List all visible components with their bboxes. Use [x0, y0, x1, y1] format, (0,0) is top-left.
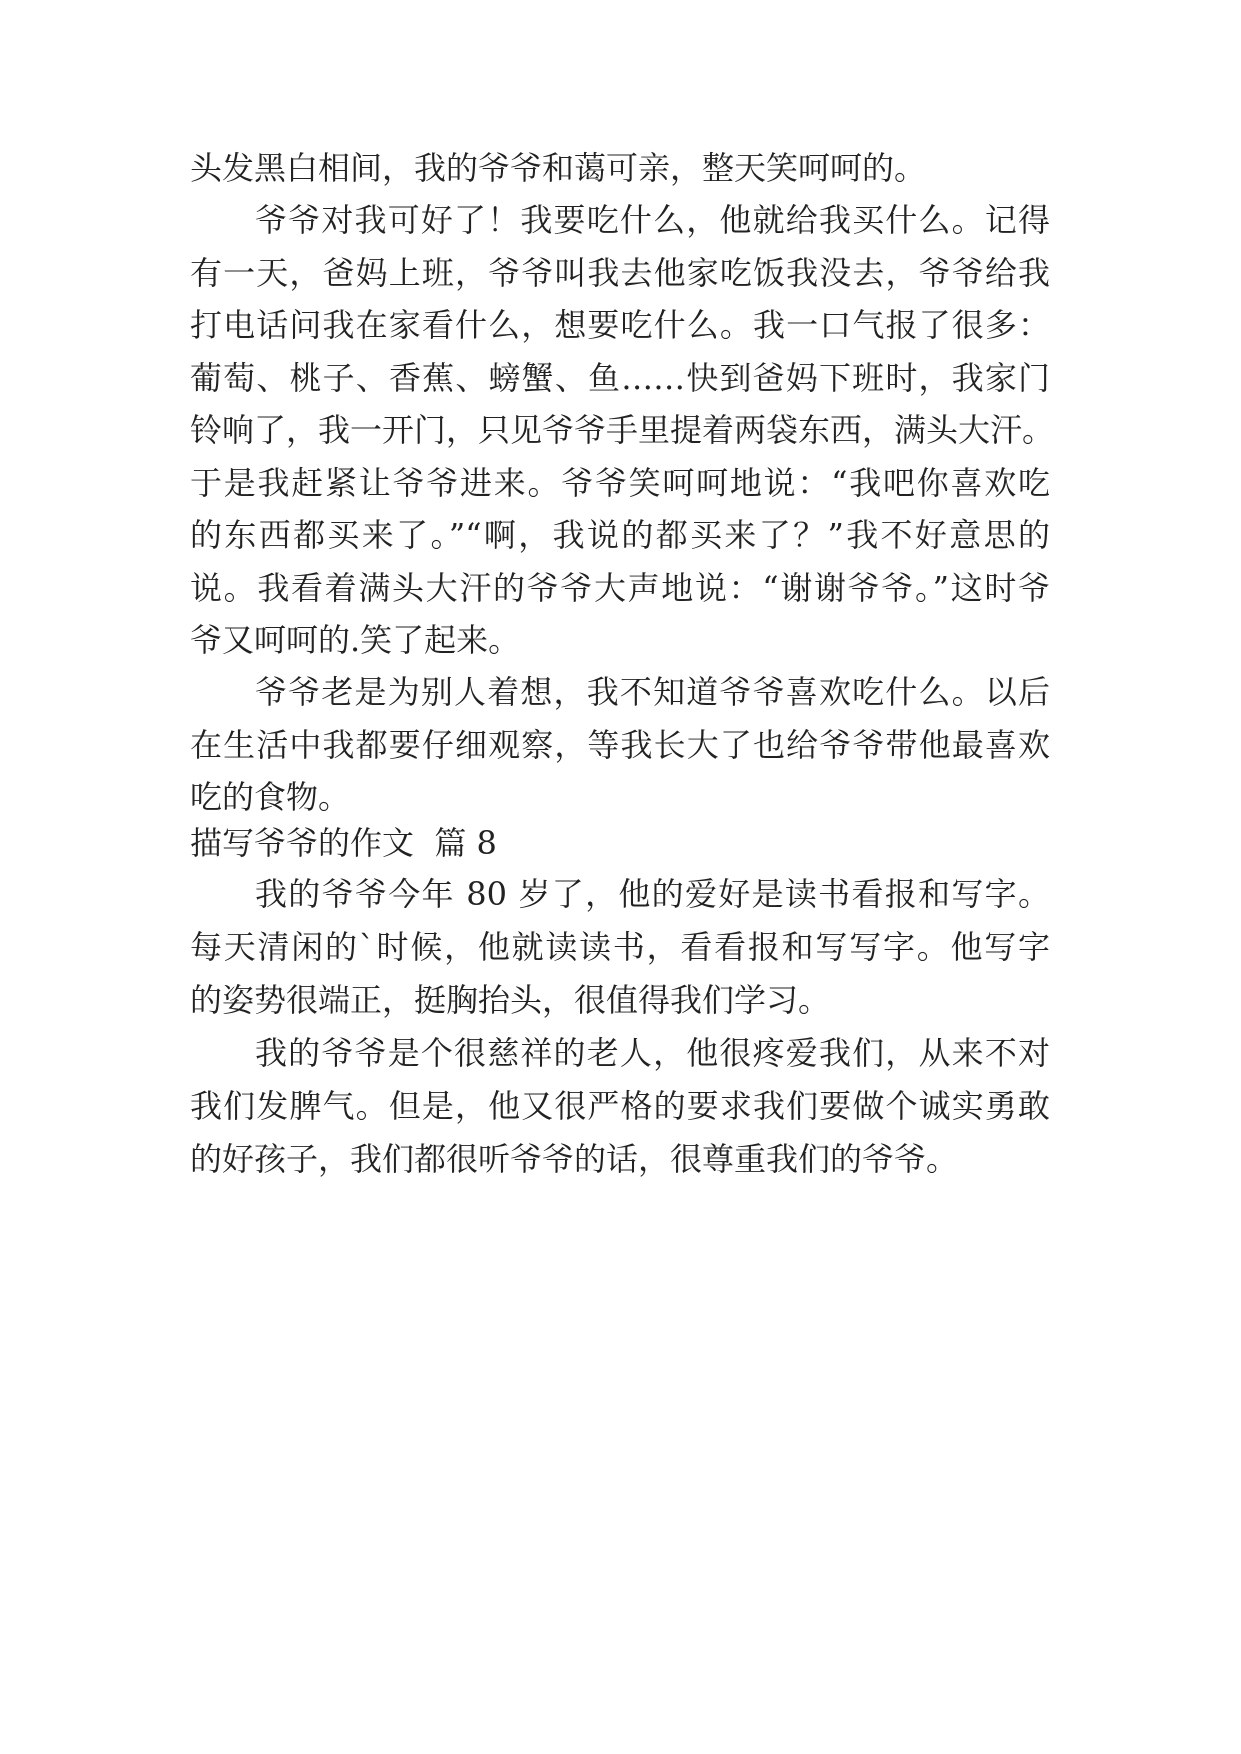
paragraph-line: 铃响了，我一开门，只见爷爷手里提着两袋东西，满头大汗。 — [190, 411, 1055, 449]
paragraph-line: 爷爷老是为别人着想，我不知道爷爷喜欢吃什么。以后 — [255, 673, 1050, 711]
paragraph-line: 的姿势很端正，挺胸抬头，很值得我们学习。 — [190, 981, 831, 1019]
paragraph-line: 头发黑白相间，我的爷爷和蔼可亲，整天笑呵呵的。 — [190, 149, 927, 187]
paragraph-line: 在生活中我都要仔细观察，等我长大了也给爷爷带他最喜欢 — [190, 726, 1050, 764]
paragraph-line: 我的爷爷今年 80 岁了，他的爱好是读书看报和写字。 — [255, 875, 1050, 913]
paragraph-line: 我的爷爷是个很慈祥的老人，他很疼爱我们，从来不对 — [255, 1034, 1050, 1072]
section-heading: 描写爷爷的作文 篇 8 — [190, 824, 497, 862]
paragraph-line: 有一天，爸妈上班，爷爷叫我去他家吃饭我没去，爷爷给我 — [190, 254, 1050, 292]
paragraph-line: 打电话问我在家看什么，想要吃什么。我一口气报了很多： — [190, 306, 1050, 344]
paragraph-line: 的东西都买来了。”“啊，我说的都买来了？”我不好意思的 — [190, 516, 1050, 554]
paragraph-line: 葡萄、桃子、香蕉、螃蟹、鱼……快到爸妈下班时，我家门 — [190, 359, 1050, 397]
paragraph-line: 每天清闲的`时候，他就读读书，看看报和写写字。他写字 — [190, 928, 1050, 966]
paragraph-line: 的好孩子，我们都很听爷爷的话，很尊重我们的爷爷。 — [190, 1140, 959, 1178]
paragraph-line: 于是我赶紧让爷爷进来。爷爷笑呵呵地说：“我吧你喜欢吃 — [190, 464, 1050, 502]
paragraph-line: 我们发脾气。但是，他又很严格的要求我们要做个诚实勇敢 — [190, 1087, 1050, 1125]
paragraph-line: 说。我看着满头大汗的爷爷大声地说：“谢谢爷爷。”这时爷 — [190, 569, 1050, 607]
paragraph-line: 爷爷对我可好了！我要吃什么，他就给我买什么。记得 — [255, 201, 1050, 239]
paragraph-line: 爷又呵呵的.笑了起来。 — [190, 621, 521, 659]
paragraph-line: 吃的食物。 — [190, 778, 351, 816]
